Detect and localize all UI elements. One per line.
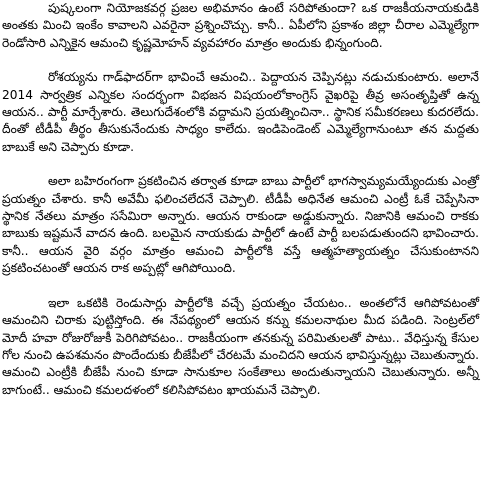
paragraph-gap [2,156,479,173]
article-body [2,0,479,399]
paragraph-1: పుష్కలంగా నియోజకవర్గ ప్రజల అభిమానం ఉంటే సరిపోతుందా? ఒక రాజకీయనాయకుడికి అంతకు మించి ఇంకేం కావాలని ఎవరైనా ప్రశ్నించొచ్చు. కానీ.. ఏపీలోని ప్రకాశం జిల్లా చీరాల ఎమ్మెల్యేగా రెండోసారి ఎన్నికైన ఆమంచి కృష్ణమోహన్ వ్యవహారం మాత్రం అందుకు భిన్నంగుంది. [2,1,479,50]
paragraph-2: రోశయ్యను గాడ్‌ఫాదర్‌గా భావించే ఆమంచి.. పెద్దాయన చెప్పినట్లు నడుచుకుంటారు. అలానే 2014 సార్వత్రిక ఎన్నికల సందర్భంగా విభజన విషయంలోకాంగ్రెస్ వైఖరిపై తీవ్ర అసంతృప్తితో ఉన్న ఆయన.. పార్టీ మార్చేశారు. తెలుగుదేశంలోకి వద్దామని ప్రయత్నించినా.. స్థానిక సమీకరణలు కుదరలేదు. దీంతో టీడీపీ తీర్థం తీసుకునేందుకు సాధ్యం కాలేదు. ఇండిపెండెంట్ ఎమ్మెల్యేగానుంటూ తన మద్దతు బాబుకే అని చెప్పారు కూడా. [2,70,479,154]
paragraph-gap [2,278,479,295]
paragraph-gap [2,52,479,69]
paragraph-4: ఇలా ఒకటికి రెండుసార్లు పార్టీలోకి వచ్చే ప్రయత్నం చేయటం.. అంతలోనే ఆగిపోవటంతో ఆమంచిని చిరాకు పుట్టిస్తోంది. ఈ నేపథ్యంలో ఆయన కన్ను కమలనాథుల మీద పడింది. సెంట్రల్‌లో మోదీ హవా రోజురోజుకీ పెరిగిపోవటం.. రాజకీయంగా తనకున్న పరిమితులతో పాటు.. వేధిస్తున్న కేసుల గోల నుంచి ఉపశమనం పొందేందుకు బీజేపీలో చేరటమే మంచిదని ఆయన భావిస్తున్నట్లు చెబుతున్నారు. ఆమంచి ఎంట్రీకి బీజేపీ నుంచి కూడా సానుకూల సంకేతాలు అందుతున్నాయని చెబుతున్నారు. అన్నీ బాగుంటే.. ఆమంచి కమలదళంలో కలిసిపోవటం ఖాయమనే చెప్పాలి. [2,295,479,397]
paragraph-3: అలా బహిరంగంగా ప్రకటించిన తర్వాత కూడా బాబు పార్టీలో భాగస్వామ్యమయ్యేందుకు ఎంత్రో ప్రయత్నం చేశారు. కానీ అవేమీ ఫలించలేదనే చెప్పాలి. టీడీపీ అధినేత ఆమంచి ఎంట్రీ ఓకే చెప్పేసినా స్థానిక నేతలు మాత్రం ససేమిరా అన్నారు. ఆయన రాకుండా అడ్డుకున్నారు. నిజానికి ఆమంచి రాకకు బాబుకు ఇష్టమనే వాదన ఉంది. బలమైన నాయకుడు పార్టీలో ఉంటే పార్టీ బలపడుతుందని భావించారు. కానీ.. ఆయన వైరి వర్గం మాత్రం ఆమంచి పార్టీలోకి వస్తే ఆత్మహత్యాయత్నం చేసుకుంటానని ప్రకటించటంతో ఆయన రాక అప్పట్లో ఆగిపోయింది. [2,174,479,276]
